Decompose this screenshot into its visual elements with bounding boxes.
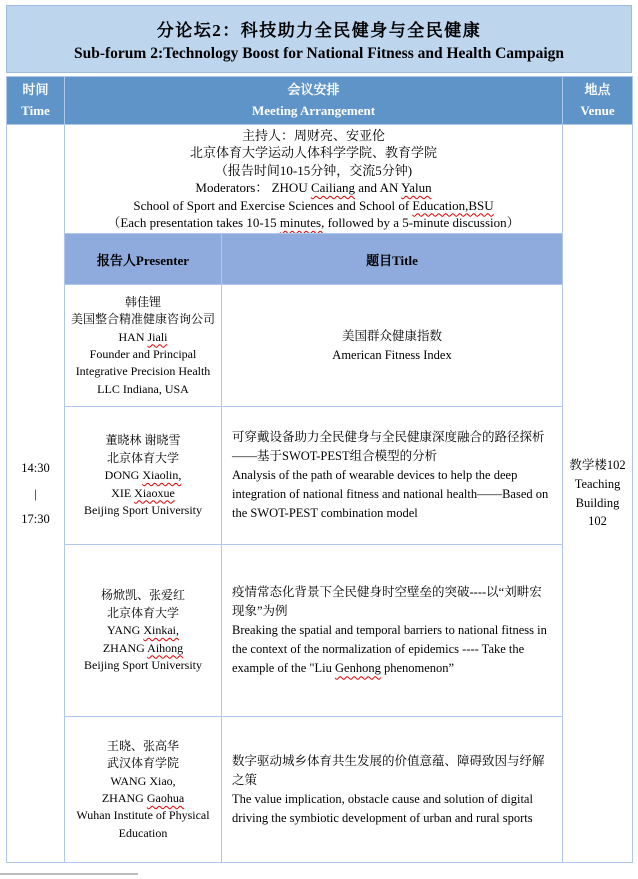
moderators-en-timing-prefix: （Each presentation takes 10-15 [107, 215, 280, 231]
moderators-cn-timing: （报告时间10-15分钟，交流5分钟) [214, 162, 413, 178]
header-venue-en: Venue [580, 102, 615, 118]
header-time-cn: 时间 [22, 82, 49, 98]
moderators-en-prefix: Moderators： ZHOU [195, 180, 311, 196]
title3-en-name: Genhong [335, 661, 381, 676]
forum-title-en: Sub-forum 2:Technology Boost for National Fitness and Health Campaign [73, 45, 565, 62]
presenter3-cn-name: 杨焮凯、张爱红 [100, 588, 185, 603]
moderators-en-mid: and AN [355, 180, 402, 196]
session-time-cell [7, 125, 65, 863]
title1-en: American Fitness Index [332, 347, 452, 362]
header-arrangement-cn: 会议安排 [287, 82, 340, 98]
presentation-row-1 [7, 285, 633, 407]
title3-en-suffix: phenomenon” [380, 661, 455, 676]
table-header-row [7, 77, 633, 125]
moderators-cn-org: 北京体育大学运动人体科学学院、教育学院 [190, 145, 438, 161]
title2-cn: 可穿戴设备助力全民健身与全民健康深度融合的路径探析——基于SWOT-PEST组合模型的分析 [232, 430, 545, 464]
program-table [6, 76, 633, 863]
venue-en-line3: 102 [588, 514, 607, 529]
presentation-row-2 [7, 407, 633, 545]
forum-title-cn: 分论坛2：科技助力全民健身与全民健康 [156, 21, 482, 40]
presenter-cell-3 [65, 545, 222, 717]
presenter3-en-org: Beijing Sport University [84, 658, 202, 673]
title4-en: The value implication, obstacle cause and solution of digital driving the symbiotic development of urban and rural sports [232, 791, 533, 825]
presenter4-cn-name: 王晓、张高华 [106, 738, 179, 753]
venue-en-line1: Teaching [574, 476, 621, 491]
presenter4-en-name1: WANG Xiao, [110, 773, 176, 788]
presentation-row-4 [7, 717, 633, 863]
subheader-title: 题目Title [222, 234, 563, 285]
presenter3-en-name2-prefix: ZHANG [102, 640, 148, 655]
subheader-row [7, 234, 633, 285]
presenter2-cn-org: 北京体育大学 [106, 450, 179, 465]
presenter3-cn-org: 北京体育大学 [106, 605, 179, 620]
header-venue-cell [563, 77, 633, 125]
title-cell-3 [222, 545, 563, 717]
header-arrangement-cell [65, 77, 563, 125]
title3-en-prefix: Breaking the spatial and temporal barriers to national fitness in the context of the normalization of epidemics ---- Take the example of the "Liu [232, 623, 547, 676]
title3-cn: 疫情常态化背景下全民健身时空壁垒的突破----以“刘畊宏现象”为例 [232, 585, 542, 619]
presenter2-en-name1-given: Xiaolin, [142, 468, 182, 483]
title1-cn: 美国群众健康指数 [342, 328, 443, 343]
title2-en: Analysis of the path of wearable devices to help the deep integration of national fitness and national health——Based on the SWOT-PEST combination model [232, 468, 549, 521]
presenter3-en-name1-given: Xinkai, [143, 623, 179, 638]
presenter2-en-name2-prefix: XIE [111, 485, 135, 500]
presenter-cell-2 [65, 407, 222, 545]
session-venue-cell [563, 125, 633, 863]
subheader-presenter: 报告人Presenter [65, 234, 222, 285]
moderators-en-org-prefix: School of Sport and Exercise Sciences and School of [133, 197, 413, 213]
presenter2-en-name2-given: Xiaoxue [134, 485, 175, 500]
title-cell-4 [222, 717, 563, 863]
moderators-en-timing-suffix: followed by a 5-minute discussion） [324, 215, 520, 231]
title4-cn: 数字驱动城乡体育共生发展的价值意蕴、障碍致因与纾解之策 [232, 753, 545, 787]
header-time-cell [7, 77, 65, 125]
time-end: 17:30 [21, 511, 50, 526]
moderators-en-timing-word: minutes, [279, 215, 325, 231]
presenter1-cn-org: 美国整合精准健康咨询公司 [70, 312, 215, 327]
presenter3-en-name1 [67, 622, 219, 639]
program-page [6, 5, 632, 863]
forum-title-banner [6, 5, 632, 73]
presenter2-cn-name: 董晓林 谢晓雪 [105, 433, 181, 448]
presenter1-cn-name: 韩佳锂 [124, 294, 161, 309]
presenter-cell-1 [65, 285, 222, 407]
presentation-row-3 [7, 545, 633, 717]
moderators-en-timing [69, 214, 558, 231]
moderators-cn-names: 主持人：周财亮、安亚伦 [242, 128, 386, 143]
presenter4-en-org: Wuhan Institute of Physical Education [76, 808, 210, 840]
title3-en [232, 621, 552, 678]
presenter4-en-name2 [67, 790, 219, 807]
presenter1-en-name-given: Jiali [147, 329, 168, 344]
header-arrangement-en: Meeting Arrangement [251, 102, 376, 118]
presenter1-en-org: Founder and Principal Integrative Precision Health LLC Indiana, USA [75, 346, 211, 396]
moderator-row [7, 125, 633, 234]
moderators-en-org [69, 197, 558, 214]
presenter2-en-name1-prefix: DONG [104, 468, 143, 483]
time-start: 14:30 [21, 460, 50, 475]
presenter2-en-name2 [67, 485, 219, 502]
presenter3-en-name1-prefix: YANG [106, 623, 144, 638]
moderators-en-names [69, 179, 558, 196]
moderators-en-org-word: Education,BSU [412, 197, 494, 213]
presenter4-en-name2-prefix: ZHANG [101, 790, 147, 805]
next-page-edge-artifact [0, 873, 138, 875]
header-venue-cn: 地点 [584, 82, 611, 98]
title-cell-2 [222, 407, 563, 545]
time-separator: | [34, 485, 37, 501]
presenter4-en-name2-given: Gaohua [146, 790, 185, 805]
venue-en-line2: Building [575, 495, 620, 510]
moderators-cell [65, 125, 563, 234]
presenter-cell-4 [65, 717, 222, 863]
presenter4-cn-org: 武汉体育学院 [106, 756, 179, 771]
presenter3-en-name2-given: Aihong [147, 640, 184, 655]
presenter1-en-name [67, 329, 219, 346]
moderator-name-2: Yalun [401, 180, 432, 196]
venue-cn: 教学楼102 [569, 458, 626, 473]
moderator-name-1: Cailiang [310, 180, 356, 196]
presenter1-en-name-prefix: HAN [118, 329, 148, 344]
title-cell-1 [222, 285, 563, 407]
header-time-en: Time [21, 102, 50, 118]
presenter2-en-name1 [67, 467, 219, 484]
presenter2-en-org: Beijing Sport University [84, 503, 202, 518]
presenter3-en-name2 [67, 640, 219, 657]
